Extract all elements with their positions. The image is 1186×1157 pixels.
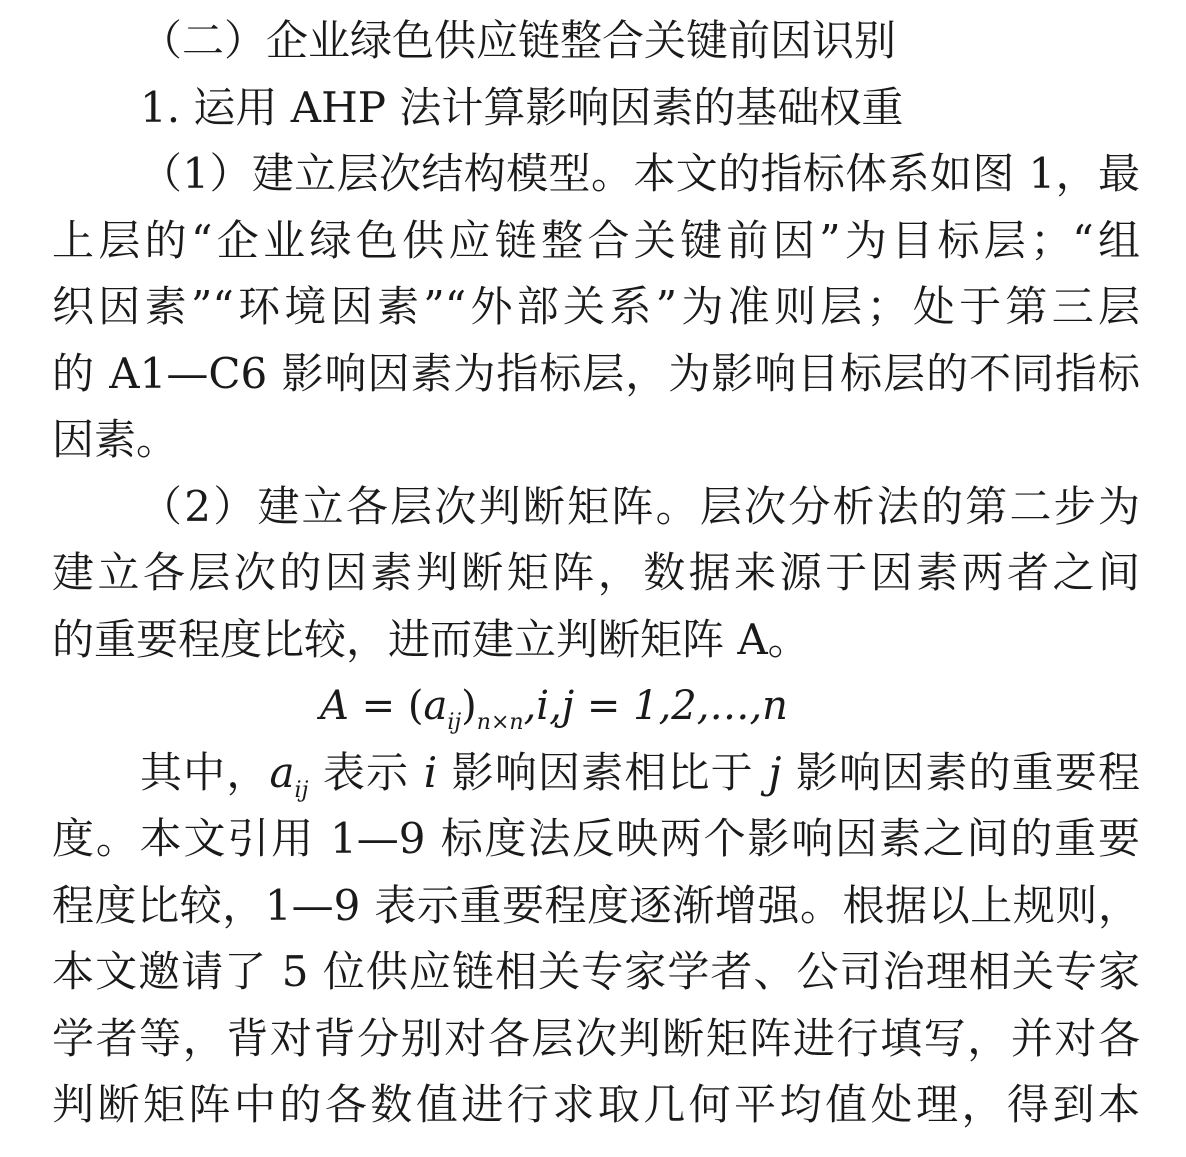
paragraph-line: 度。本文引用 1—9 标度法反映两个影响因素之间的重要 <box>52 814 1140 863</box>
paragraph-line: 判断矩阵中的各数值进行求取几何平均值处理，得到本 <box>52 1080 1140 1129</box>
subsection-heading: 1. 运用 AHP 法计算影响因素的基础权重 <box>140 82 904 132</box>
paragraph-line: 因素。 <box>52 415 179 464</box>
paragraph-line: 学者等，背对背分别对各层次判断矩阵进行填写，并对各 <box>52 1013 1140 1063</box>
paragraph-line: 本文邀请了 5 位供应链相关专家学者、公司治理相关专家 <box>52 947 1140 996</box>
paragraph-hierarchy-model <box>52 141 1140 474</box>
paragraph-line: 的 A1—C6 影响因素为指标层，为影响目标层的不同指标 <box>52 348 1140 398</box>
formula-lhs: A <box>320 683 349 729</box>
text-fragment: 影响因素的重要程 <box>781 747 1140 797</box>
paragraph-line: （1）建立层次结构模型。本文的指标体系如图 1，最 <box>140 149 1140 198</box>
formula-dimension: n×n <box>476 710 524 735</box>
section-heading: （二）企业绿色供应链整合关键前因识别 <box>140 16 897 65</box>
paragraph-line: （2）建立各层次判断矩阵。层次分析法的第二步为 <box>140 481 1140 531</box>
paragraph-line: 程度比较，1—9 表示重要程度逐渐增强。根据以上规则， <box>52 880 1140 930</box>
variable-j: j <box>768 747 782 797</box>
text-fragment: 表示 <box>308 747 424 797</box>
text-fragment: 影响因素相比于 <box>437 747 769 797</box>
variable-a-index: ij <box>294 777 309 803</box>
paragraph-line-with-variables <box>52 740 1140 807</box>
formula-element-index: ij <box>447 710 462 735</box>
text-fragment: 其中， <box>140 747 270 797</box>
paragraph-line: 上层的“企业绿色供应链整合关键前因”为目标层；“组 <box>52 215 1140 265</box>
variable-i: i <box>423 747 438 797</box>
formula-close-paren: ) <box>461 683 477 729</box>
paragraph-scale-method <box>52 740 1140 1139</box>
variable-a: a <box>269 747 295 797</box>
formula-open-paren: ( <box>407 683 424 729</box>
paragraph-judgment-matrix <box>52 474 1140 674</box>
formula-element: a <box>423 683 448 729</box>
paragraph-line: 织因素”“环境因素”“外部关系”为准则层；处于第三层 <box>52 282 1140 331</box>
paragraph-line: 建立各层次的因素判断矩阵，数据来源于因素两者之间 <box>52 548 1140 597</box>
formula-equals: = <box>361 683 396 729</box>
matrix-formula <box>52 673 1140 740</box>
paragraph-line: 的重要程度比较，进而建立判断矩阵 A。 <box>52 614 810 664</box>
formula-index-range: ,i,j = 1,2,…,n <box>523 683 788 729</box>
